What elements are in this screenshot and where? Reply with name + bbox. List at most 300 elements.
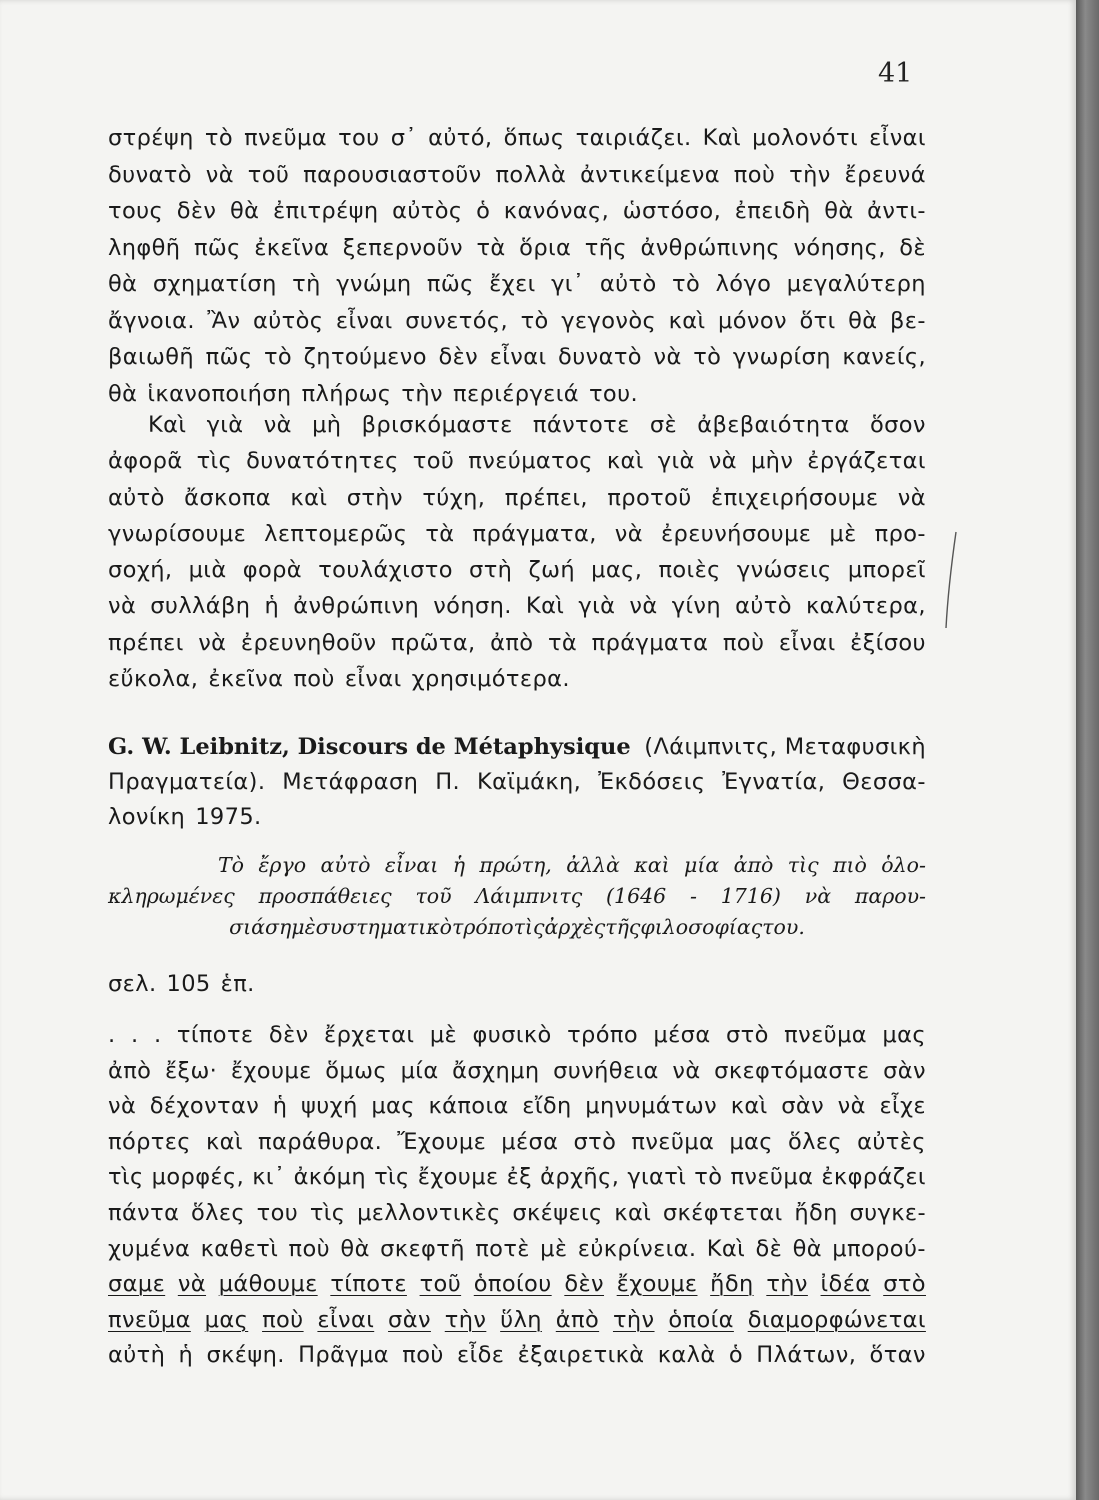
word: αὐτὸς (392, 198, 463, 224)
word: ποὺ (262, 1306, 304, 1333)
word: του. (588, 380, 639, 407)
word: ζωή (528, 557, 576, 584)
word: τὸ (693, 344, 722, 370)
word: μας (729, 1128, 773, 1155)
word: τοῦ (419, 1271, 462, 1298)
word: γεγονὸς (561, 307, 657, 334)
word: παρουσιαστοῦν (303, 161, 482, 188)
word: ποὺ (293, 666, 335, 693)
word: Καὶ (525, 593, 565, 620)
word: βρισκόμαστε (361, 412, 513, 438)
word: ἐρευνήσουμε (660, 520, 812, 547)
word: πνεῦμα (631, 1128, 715, 1155)
word: ἤδη (794, 1199, 838, 1226)
word: νὰ (629, 593, 658, 620)
word: προσπάθειες (258, 884, 392, 908)
word: μία (400, 1057, 439, 1084)
word: μπορεῖ (847, 557, 926, 584)
word: μὴ (312, 412, 342, 438)
text-line (108, 1196, 926, 1232)
word: εἶναι (489, 344, 547, 370)
word: Ἔχουμε (397, 1128, 487, 1155)
reference-title: G. W. Leibnitz, Discours de Métaphysique (108, 734, 631, 760)
word: σὰν (388, 1306, 431, 1333)
text-line (108, 516, 926, 552)
word: τὰ (476, 234, 506, 261)
word: γνώσεις (736, 557, 832, 584)
word: του (338, 125, 380, 151)
word: συνήθεια (553, 1057, 659, 1084)
word: καὶ (634, 853, 670, 877)
text-line (108, 266, 926, 303)
word: Τὸ (218, 853, 245, 877)
word: ἀνθρώπινης (640, 234, 780, 261)
word: μας (371, 1093, 415, 1120)
word: σὲ (649, 412, 678, 438)
word: γι᾽ (551, 271, 585, 297)
word: κι᾽ (252, 1164, 286, 1191)
word: νὰ (897, 484, 926, 511)
word: δυνατὸ (108, 161, 192, 188)
text-line (108, 625, 926, 661)
word: νὰ (653, 344, 682, 370)
word: ἀντικείμενα (580, 161, 720, 188)
word: ταιριάζει. (575, 125, 692, 151)
word: τοῦ (247, 161, 290, 188)
word: τίποτε (176, 1022, 254, 1048)
word: εἶναι (344, 666, 402, 693)
word: ποιὲς (658, 557, 721, 584)
word: συνετός, (405, 307, 509, 334)
word: τὶς (196, 448, 233, 475)
word: πῶς (426, 271, 474, 297)
word: τῆς (584, 234, 627, 261)
word: δὲν (564, 1271, 605, 1298)
word: ἐργάζεται (807, 448, 926, 475)
word: μόνον (718, 307, 787, 334)
word: κάποια (428, 1093, 509, 1120)
word: ἀπὸ (108, 1057, 152, 1084)
word: ποτὲ (475, 1235, 530, 1262)
word: εἶδε (457, 1342, 505, 1369)
word: ἔργο (258, 853, 307, 877)
word: μέσα (501, 1128, 559, 1155)
word: ὁ (728, 1342, 744, 1369)
word: λόγο (715, 271, 772, 297)
word: φυσικὸ (472, 1022, 552, 1048)
word: τοῦ (415, 884, 452, 908)
word: τρόπο (452, 915, 514, 939)
word: αὐτὸ (599, 271, 657, 297)
word: Πρᾶγμα (298, 1342, 389, 1369)
text-line (108, 230, 926, 267)
word: μιὰ (188, 557, 227, 584)
word: αὐτὸς (253, 307, 324, 334)
word: στὴν (346, 484, 403, 511)
word: ὁλο- (881, 853, 926, 877)
word: ἀβεβαιότητα (697, 412, 850, 438)
word: αὐτὲς (857, 1128, 926, 1155)
word: πνεῦμα (784, 1022, 868, 1048)
word: καὶ (730, 1093, 768, 1120)
word: προτοῦ (607, 484, 692, 511)
word: ὅρια (519, 234, 572, 261)
word: εὐκρίνεια. (577, 1235, 697, 1262)
word: νὰ (205, 161, 234, 188)
word: ὅτι (799, 307, 836, 334)
word: ὅμως (325, 1057, 387, 1084)
word: ἀπὸ (490, 629, 534, 656)
word: στὸ (573, 1128, 617, 1155)
word: θὰ (340, 1235, 370, 1262)
word: σ᾽ (390, 125, 418, 151)
reference-line-2 (108, 765, 926, 800)
word: μας (204, 1306, 249, 1333)
word: ἐξαιρετικὰ (517, 1342, 645, 1369)
word: νὰ (708, 448, 737, 475)
word: περιέργειά (453, 380, 579, 407)
word: στρέψη (108, 125, 194, 151)
word: ἀλλὰ (566, 853, 620, 877)
italic-line (108, 850, 926, 881)
word: ποὺ (733, 161, 776, 188)
word: κληρωμένες (108, 884, 235, 908)
word: ὡστόσο, (622, 198, 722, 224)
word: ἐπιχειρήσουμε (711, 484, 879, 511)
word: πάντοτε (532, 412, 630, 438)
word: νὰ (108, 1093, 137, 1120)
word: ποὺ (288, 1235, 331, 1262)
word: ἑπ. (220, 971, 255, 997)
word: πράγματα (591, 629, 709, 656)
text-line (108, 1089, 926, 1125)
word: πνεῦμα (244, 125, 327, 151)
word: δὲ (755, 1235, 783, 1262)
word: ἐκφράζει (821, 1164, 926, 1191)
word: ἔχουμε (417, 1164, 499, 1191)
word: σὰν (781, 1093, 825, 1120)
word: . (153, 1022, 162, 1048)
word: ἀκόμη (293, 1164, 367, 1191)
word: καὶ (614, 1199, 652, 1226)
word: μὲ (291, 915, 316, 939)
word: σιάση (229, 915, 292, 939)
word: κανείς, (842, 344, 926, 370)
word: νὰ (177, 1271, 207, 1298)
word: στὸ (725, 1022, 769, 1048)
pencil-margin-mark (940, 530, 960, 630)
word: καλύτερα, (805, 593, 926, 620)
word: Ἐκδόσεις (598, 769, 706, 795)
word: τὶς (309, 1199, 346, 1226)
word: ἡ (272, 1093, 288, 1120)
bibliographic-reference (108, 730, 926, 835)
word: δυνατὸ (558, 344, 642, 370)
paragraph-3 (108, 1018, 926, 1374)
word: μέσα (653, 1022, 711, 1048)
word: καὶ (290, 484, 328, 511)
word: τὰ (425, 520, 455, 547)
word: εἶναι (778, 629, 836, 656)
text-line (108, 588, 926, 624)
word: τὶς (374, 1164, 410, 1191)
word: μελλοντικὲς (357, 1199, 501, 1226)
word: τὸ (672, 271, 701, 297)
word: συγκε- (849, 1199, 926, 1226)
word: δὲν (268, 1022, 309, 1048)
word: Μετάφραση (282, 769, 419, 795)
word: αὐτό, (428, 125, 493, 151)
word: δέχονταν (149, 1093, 260, 1120)
word: ἡ (264, 593, 280, 620)
word: τρόπο (567, 1022, 638, 1048)
word: μὴν (750, 448, 794, 475)
word: στὸ (883, 1271, 926, 1298)
word: ἐξίσου (850, 629, 926, 656)
word: ἔχουμε (230, 1057, 312, 1084)
word: εἴδη (522, 1093, 572, 1120)
italic-line (108, 881, 926, 912)
word: πρῶτα, (391, 629, 476, 656)
word: θὰ (824, 198, 854, 224)
word: λεπτομερῶς (264, 520, 408, 547)
word: νὰ (804, 884, 832, 908)
text-line (108, 407, 926, 443)
word: πνεῦμα (730, 1164, 814, 1191)
word: ἀφορᾶ (108, 448, 183, 475)
word: παρου- (854, 884, 926, 908)
word: . (108, 1022, 116, 1048)
word: τὴν (766, 1271, 808, 1298)
text-line (108, 157, 926, 194)
word: Πλάτων, (756, 1342, 857, 1369)
word: Ἐγνατία, (722, 769, 826, 795)
word: δὲν (176, 198, 217, 224)
reference-line-1 (108, 730, 926, 765)
word: ἀνθρώπινη (293, 593, 420, 620)
word: μολονότι (752, 125, 859, 151)
word: νὰ (837, 1093, 866, 1120)
word: νὰ (614, 520, 643, 547)
word: ἐξ (506, 1164, 533, 1191)
word: σκεφτόμαστε (714, 1057, 870, 1084)
word: μπορού- (832, 1235, 926, 1262)
word: ἐπειδὴ (734, 198, 811, 224)
word: εἶχε (879, 1093, 926, 1120)
text-line (108, 480, 926, 516)
word: καὶ (668, 307, 706, 334)
word: μορφές, (151, 1164, 245, 1191)
word: πῶς (193, 234, 241, 261)
word: προ- (874, 520, 926, 547)
word: θὰ (108, 271, 138, 297)
word: πρέπει (108, 629, 184, 656)
word: διαμορφώνεται (747, 1306, 926, 1333)
word: τὸ (694, 1164, 723, 1191)
word: φιλοσοφίας (640, 915, 763, 939)
word: γνώμη (336, 271, 412, 297)
word: παράθυρα. (258, 1128, 383, 1155)
word: τὴν (401, 380, 443, 407)
word: σοχή, (108, 557, 173, 584)
word: ἡ (452, 853, 465, 877)
word: ἔξω· (164, 1057, 218, 1084)
word: τους (108, 198, 164, 224)
word: ἡ (178, 1342, 194, 1369)
word: μὲ (429, 1022, 458, 1048)
italic-line (108, 912, 926, 943)
page-edge (1076, 0, 1099, 1500)
word: ποὺ (402, 1342, 444, 1369)
word: καθετὶ (200, 1235, 279, 1262)
word: γνωρίσουμε (108, 520, 247, 547)
word: αὐτὸ (108, 484, 165, 511)
word: νόηση. (433, 593, 512, 620)
pages-reference-text (108, 968, 926, 1000)
word: μάθουμε (218, 1271, 318, 1298)
word: Καϊμάκη, (476, 769, 582, 795)
word: ὕλη (500, 1306, 542, 1333)
word: τὸ (520, 307, 549, 334)
word: τουλάχιστο (318, 557, 453, 584)
word: μὲ (540, 1235, 568, 1262)
text-line (108, 443, 926, 479)
word: νὰ (672, 1057, 701, 1084)
text-line (108, 1054, 926, 1090)
word: Καὶ (702, 125, 742, 151)
text-line (108, 120, 926, 157)
word: πάντα (108, 1199, 180, 1226)
word: σκέφτεται (662, 1199, 783, 1226)
word: - (690, 884, 697, 908)
word: ὁποία (668, 1306, 734, 1333)
word: τὶς (513, 915, 545, 939)
word: δυνατότητες (246, 448, 399, 475)
text-line (108, 303, 926, 340)
word: Καὶ (148, 412, 187, 438)
text-line (108, 1160, 926, 1196)
word: σκέψεις (512, 1199, 603, 1226)
reference-line-3 (108, 800, 926, 835)
word: πολλὰ (495, 161, 567, 188)
word: σελ. (108, 971, 157, 997)
word: ἐπιτρέψη (272, 198, 379, 224)
word: ψυχή (301, 1093, 358, 1120)
word: δὲ (899, 234, 926, 261)
word: ἰδέα (820, 1271, 871, 1298)
word: γιατὶ (627, 1164, 687, 1191)
word: 1716) (720, 884, 781, 908)
word: τὶς (108, 1164, 144, 1191)
word: κανόνας, (503, 198, 610, 224)
word: μὲ (829, 520, 857, 547)
word: τὴν (444, 1306, 487, 1333)
word: λονίκη (108, 804, 186, 830)
word: πλήρως (301, 380, 392, 407)
word: (1646 (606, 884, 667, 908)
word: βαιωθῆ (108, 344, 195, 370)
word: ἀπὸ (555, 1306, 600, 1333)
word: πῶς (205, 344, 253, 370)
word: καλὰ (657, 1342, 716, 1369)
word: μας, (591, 557, 643, 584)
word: Πραγματεία). (108, 769, 266, 795)
word: αὐτὸ (320, 853, 371, 877)
word: τὶς (787, 853, 819, 877)
paragraph-1 (108, 120, 926, 412)
word: Λάιμπνιτς (475, 884, 583, 908)
word: μεγαλύτερη (786, 271, 926, 297)
word: νὰ (108, 593, 137, 620)
word: 105 (166, 971, 211, 997)
word: ἄσκοπα (184, 484, 272, 511)
reference-translation-title: (Λάιμπνιτς, Μεταφυσικὴ (644, 734, 926, 760)
word: ὁποίου (473, 1271, 552, 1298)
word: πιὸ (833, 853, 867, 877)
word: Θεσσα- (842, 769, 926, 795)
word: σχηματίση (152, 271, 277, 297)
word: ἤδη (710, 1271, 754, 1298)
word: γιὰ (657, 448, 695, 475)
word: ζητούμενο (303, 344, 427, 370)
word: τὴν (612, 1306, 655, 1333)
word: ἔρευνά (844, 161, 926, 188)
word: ἀντι- (867, 198, 926, 224)
word: ἔχει (489, 271, 536, 297)
word: ποὺ (722, 629, 765, 656)
word: νὰ (263, 412, 292, 438)
word: τὸ (204, 125, 233, 151)
word: τῆς (605, 915, 641, 939)
word: χρησιμότερα. (411, 666, 570, 693)
word: τοῦ (412, 448, 455, 475)
word: σαμε (108, 1271, 166, 1298)
word: ἀρχῆς, (540, 1164, 620, 1191)
word: βε- (890, 307, 926, 334)
word: τὴν (789, 161, 831, 188)
word: καὶ (606, 448, 644, 475)
word: γίνη (671, 593, 722, 620)
word: Π. (435, 769, 461, 795)
text-line-underlined (108, 1267, 926, 1303)
pages-reference (108, 968, 926, 1000)
paragraph-2 (108, 407, 926, 697)
word: ὅπως (503, 125, 565, 151)
word: ξεπερνοῦν (342, 234, 463, 261)
word: σκεφτῆ (380, 1235, 465, 1262)
word: ἔρχεται (324, 1022, 415, 1048)
word: αὐτὸ (735, 593, 792, 620)
word: εἶναι (384, 853, 439, 877)
word: τύχη, (422, 484, 486, 511)
word: Ἂν (207, 307, 241, 334)
page-number: 41 (878, 58, 913, 89)
word: γνωρίση (732, 344, 831, 370)
text-line (108, 339, 926, 376)
word: εἶναι (335, 307, 393, 334)
word: εἶναι (869, 125, 926, 151)
word: τίποτε (330, 1271, 407, 1298)
word: νὰ (198, 629, 227, 656)
word: εἶναι (317, 1306, 375, 1333)
word: ἀπὸ (733, 853, 774, 877)
word: καὶ (206, 1128, 243, 1155)
word: δὲν (438, 344, 479, 370)
word: πρέπει, (504, 484, 588, 511)
word: ἔχουμε (616, 1271, 698, 1298)
word: συστηματικὸ (315, 915, 453, 939)
word: ἄσχημη (452, 1057, 540, 1084)
